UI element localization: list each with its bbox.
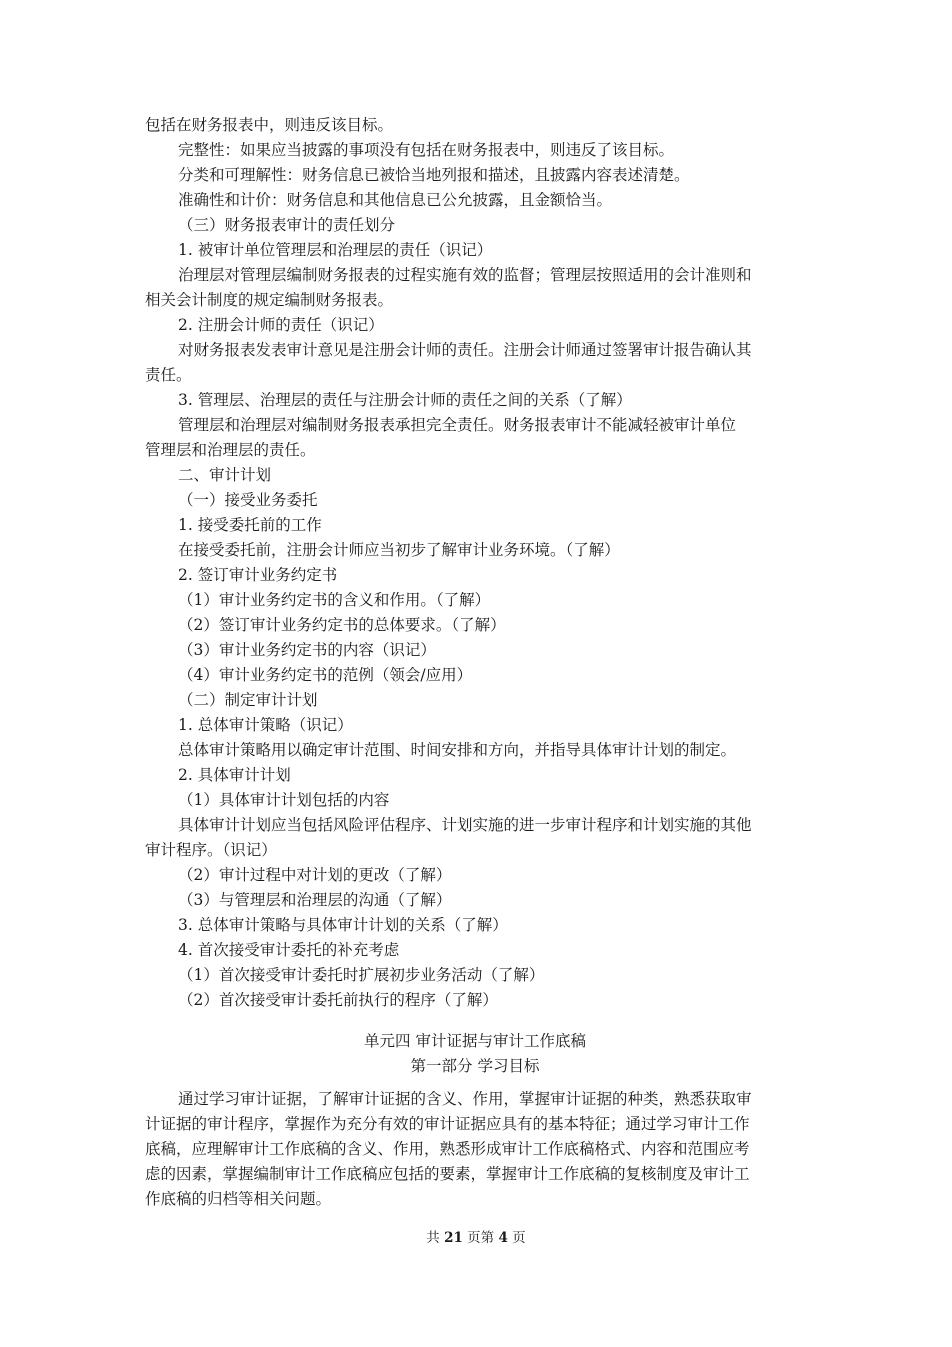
page-body [145, 113, 805, 1212]
text-line: （3）与管理层和治理层的沟通（了解） [178, 891, 452, 909]
text-line: 责任。 [145, 366, 192, 384]
page-footer [0, 1228, 952, 1248]
part-title: 第一部分 学习目标 [410, 1057, 540, 1075]
text-line: 1. 接受委托前的工作 [178, 516, 322, 534]
footer-pre: 共 [426, 1230, 445, 1246]
text-line: 1. 总体审计策略（识记） [178, 716, 353, 734]
text-line: 1. 被审计单位管理层和治理层的责任（识记） [178, 241, 493, 259]
footer-post: 页 [507, 1230, 526, 1246]
learning-objectives [145, 1087, 805, 1212]
text-line: 完整性：如果应当披露的事项没有包括在财务报表中，则违反了该目标。 [178, 141, 675, 159]
text-line: 管理层和治理层对编制财务报表承担完全责任。财务报表审计不能减轻被审计单位 [178, 416, 737, 434]
objective-line: 通过学习审计证据，了解审计证据的含义、作用，掌握审计证据的种类，熟悉获取审 [178, 1090, 752, 1108]
text-line: 治理层对管理层编制财务报表的过程实施有效的监督；管理层按照适用的会计准则和 [178, 266, 752, 284]
text-line: 3. 总体审计策略与具体审计计划的关系（了解） [178, 916, 508, 934]
text-line: （一）接受业务委托 [178, 491, 318, 509]
text-line: （1）具体审计计划包括的内容 [178, 791, 390, 809]
text-line: 2. 签订审计业务约定书 [178, 566, 338, 584]
text-line: （二）制定审计计划 [178, 691, 318, 709]
text-line: 相关会计制度的规定编制财务报表。 [145, 291, 394, 309]
text-line: 包括在财务报表中，则违反该目标。 [145, 116, 394, 134]
objective-line: 底稿，应理解审计工作底稿的含义、作用，熟悉形成审计工作底稿格式、内容和范围应考 [145, 1140, 750, 1158]
text-line: 管理层和治理层的责任。 [145, 441, 316, 459]
unit-title: 单元四 审计证据与审计工作底稿 [364, 1032, 586, 1050]
text-line: （2）审计过程中对计划的更改（了解） [178, 866, 452, 884]
text-line: 审计程序。（识记） [145, 841, 277, 859]
text-line: 2. 注册会计师的责任（识记） [178, 316, 384, 334]
text-line: 4. 首次接受审计委托的补充考虑 [178, 941, 400, 959]
text-line: 具体审计计划应当包括风险评估程序、计划实施的进一步审计程序和计划实施的其他 [178, 816, 752, 834]
text-line: （4）审计业务约定书的范例（领会/应用） [178, 666, 473, 684]
text-line: （2）首次接受审计委托前执行的程序（了解） [178, 991, 498, 1009]
footer-mid: 页第 [462, 1230, 499, 1246]
objective-line: 计证据的审计程序，掌握作为充分有效的审计证据应具有的基本特征；通过学习审计工作 [145, 1115, 750, 1133]
text-line: 分类和可理解性：财务信息已被恰当地列报和描述，且披露内容表述清楚。 [178, 166, 690, 184]
text-line: 二、审计计划 [178, 466, 272, 484]
text-line: 总体审计策略用以确定审计范围、时间安排和方向，并指导具体审计计划的制定。 [178, 741, 737, 759]
objective-line: 作底稿的归档等相关问题。 [145, 1190, 332, 1208]
text-line: 在接受委托前，注册会计师应当初步了解审计业务环境。（了解） [178, 541, 620, 559]
footer-total-pages: 21 [444, 1230, 463, 1246]
text-line: （1）首次接受审计委托时扩展初步业务活动（了解） [178, 966, 545, 984]
footer-current-page: 4 [498, 1230, 508, 1246]
text-line: 3. 管理层、治理层的责任与注册会计师的责任之间的关系（了解） [178, 391, 632, 409]
text-line: （1）审计业务约定书的含义和作用。（了解） [178, 591, 491, 609]
syllabus-section [145, 113, 805, 1013]
text-line: （3）审计业务约定书的内容（识记） [178, 641, 436, 659]
text-line: （三）财务报表审计的责任划分 [178, 216, 396, 234]
text-line: 准确性和计价：财务信息和其他信息已公允披露，且金额恰当。 [178, 191, 613, 209]
objective-line: 虑的因素，掌握编制审计工作底稿应包括的要素，掌握审计工作底稿的复核制度及审计工 [145, 1165, 750, 1183]
text-line: 2. 具体审计计划 [178, 766, 291, 784]
text-line: （2）签订审计业务约定书的总体要求。（了解） [178, 616, 506, 634]
text-line: 对财务报表发表审计意见是注册会计师的责任。注册会计师通过签署审计报告确认其 [178, 341, 752, 359]
